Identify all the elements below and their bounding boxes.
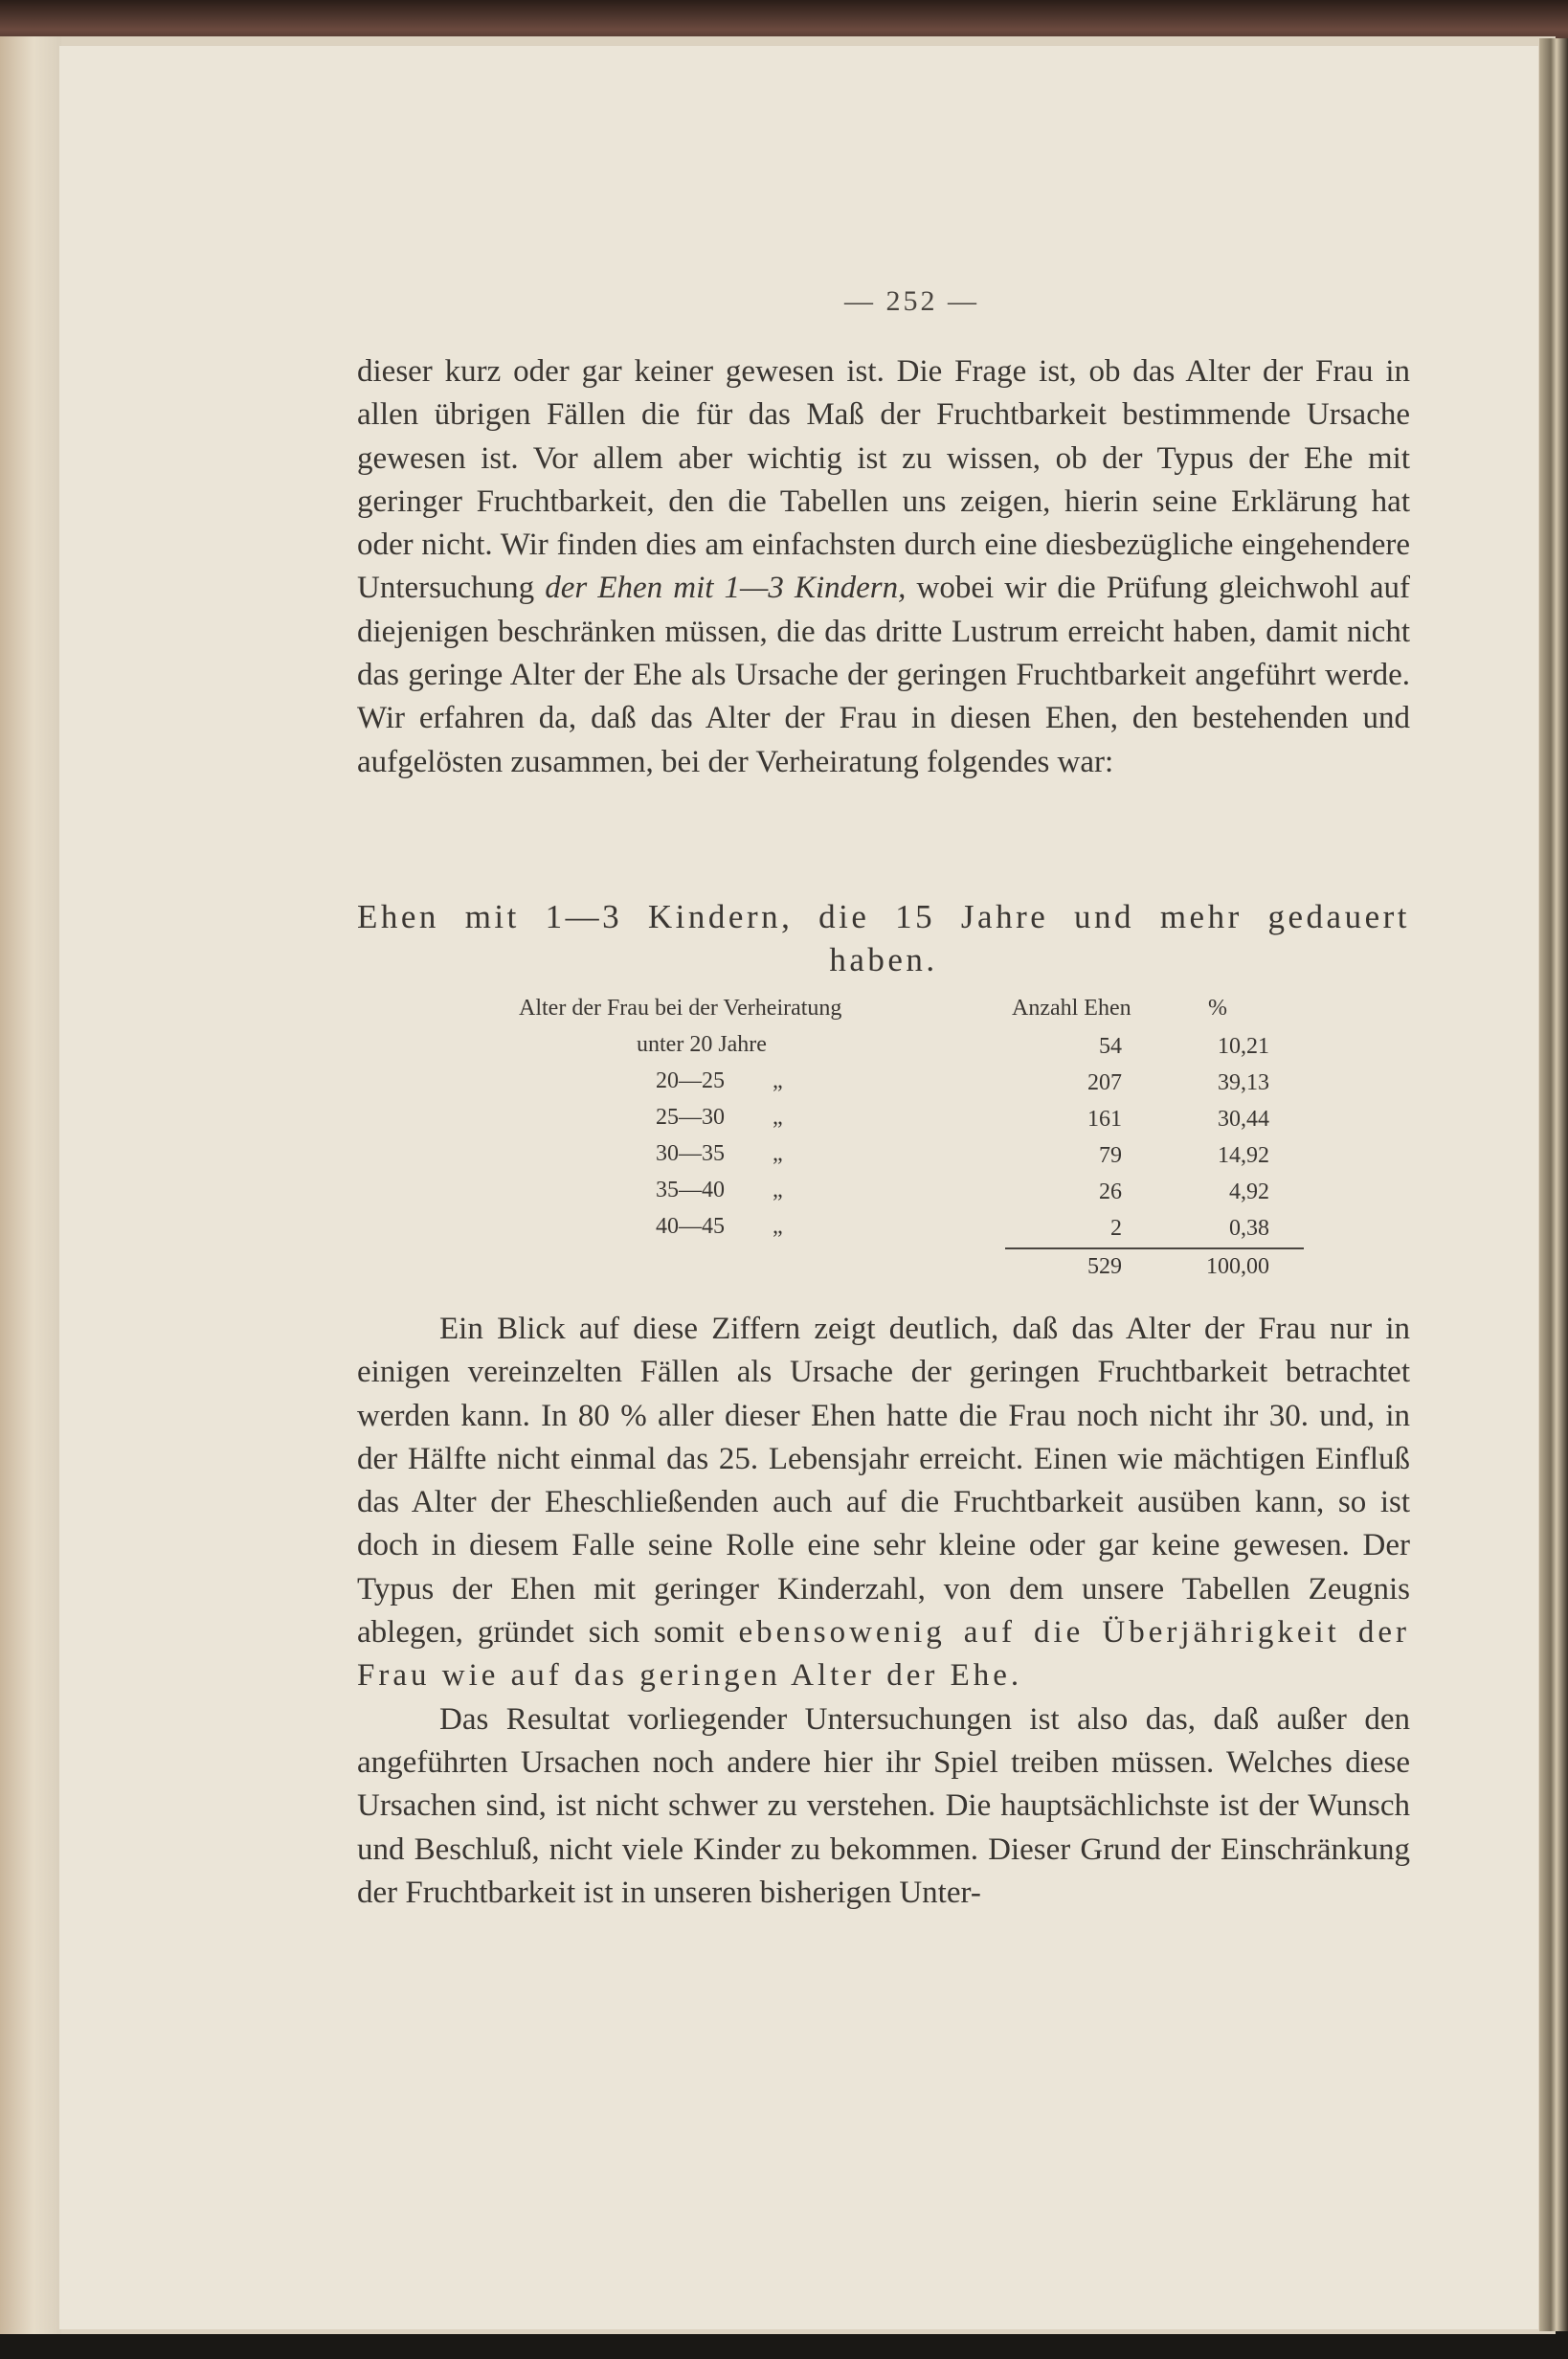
table-row-4-ditto: „ [773,1141,783,1166]
paragraph-1-italic: der Ehen mit 1—3 Kindern, [545,571,907,606]
table-heading-line-2: haben. [829,941,938,978]
table-row-1-count: 54 [1099,1034,1122,1059]
paragraph-2 [357,1308,1410,1698]
paragraph-2-block [357,1308,1410,1915]
table-row-3-ditto: „ [773,1105,783,1130]
table-header-age: Alter der Frau bei der Verheiratung [519,996,842,1021]
table-row-5-count: 26 [1099,1180,1122,1204]
table-sum-rule [1005,1247,1304,1249]
table-heading-line-1: Ehen mit 1—3 Kindern, die 15 Jahre und mehr gedauert [357,898,1410,935]
table-row-1-percent: 10,21 [1218,1034,1269,1059]
table-row-6-ditto: „ [773,1214,783,1239]
table-row-1-age: unter 20 Jahre [637,1032,767,1057]
table-row-2-percent: 39,13 [1218,1070,1269,1095]
table-row-4-count: 79 [1099,1143,1122,1168]
table-row-3-percent: 30,44 [1218,1107,1269,1132]
table-row-5-percent: 4,92 [1229,1180,1269,1204]
table-row-5-age: 35—40 [656,1178,725,1202]
table-header-percent: % [1208,996,1227,1021]
table-total-count: 529 [1087,1254,1122,1279]
document-page [59,46,1538,2329]
paragraph-1-block [357,350,1410,784]
page-number: — 252 — [844,285,979,317]
table-row-2-ditto: „ [773,1068,783,1093]
table-header-count: Anzahl Ehen [1012,996,1131,1021]
table-row-6-percent: 0,38 [1229,1216,1269,1241]
table-row-3-age: 25—30 [656,1105,725,1130]
table-heading [357,895,1410,981]
table-row-6-count: 2 [1110,1216,1122,1241]
paragraph-1-end: wobei wir die Prüfung gleichwohl auf diejenigen beschränken müssen, die das dritte Lustrum erreicht haben, damit nicht das geringe Alter der Ehe als Ursache der geringen Fruchtbarkeit angeführt werde. Wir erfahren da, daß das Alter der Frau in diesen Ehen, den bestehenden und aufgelösten zusammen, bei der Verheiratung folgendes war: [357,571,1411,779]
paragraph-2-spaced: ebensowenig auf die Überjährigkeit der Frau wie auf das geringen Alter der Ehe. [357,1615,1411,1694]
table-row-2-count: 207 [1087,1070,1122,1095]
table-row-5-ditto: „ [773,1178,783,1202]
book-page-stack-right [1539,38,1568,2331]
paragraph-2-text: Ein Blick auf diese Ziffern zeigt deutlich, daß das Alter der Frau nur in einigen vereinzelten Fällen als Ursache der geringen Fruchtbarkeit betrachtet werden kann. In 80 % aller dieser Ehen hatte die Frau noch nicht ihr 30. und, in der Hälfte nicht einmal das 25. Lebensjahr erreicht. Einen wie mächtigen Einfluß das Alter der Eheschließenden auch auf die Fruchtbarkeit ausüben kann, so ist doch in diesem Falle seine Rolle eine sehr kleine oder gar keine gewesen. Der Typus der Ehen mit geringer Kinderzahl, von dem unsere Tabellen Zeugnis ablegen, gründet sich somit [357,1312,1410,1651]
table-row-3-count: 161 [1087,1107,1122,1132]
table-row-4-percent: 14,92 [1218,1143,1269,1168]
table-row-6-age: 40—45 [656,1214,725,1239]
table-total-percent: 100,00 [1206,1254,1269,1279]
paragraph-3: Das Resultat vorliegender Untersuchungen ist also das, daß außer den angeführten Ursachen noch andere hier ihr Spiel treiben müssen. Welches diese Ursachen sind, ist nicht schwer zu verstehen. Die hauptsächlichste ist der Wunsch und Beschluß, nicht viele Kinder zu bekommen. Dieser Grund der Einschränkung der Fruchtbarkeit ist in unseren bisherigen Unter- [357,1701,1410,1910]
paragraph-1-text: dieser kurz oder gar keiner gewesen ist. Die Frage ist, ob das Alter der Frau in allen übrigen Fällen die für das Maß der Fruchtbarkeit bestimmende Ursache gewesen ist. Vor allem aber wichtig ist zu wissen, ob der Typus der Ehe mit geringer Fruchtbarkeit, den die Tabellen uns zeigen, hierin seine Erklärung hat oder nicht. Wir finden dies am einfachsten durch eine diesbezügliche eingehendere Untersuchung [357,354,1410,606]
table-row-4-age: 30—35 [656,1141,725,1166]
paragraph-1 [357,350,1410,784]
book-page-stack-left [0,36,61,2334]
table-row-2-age: 20—25 [656,1068,725,1093]
